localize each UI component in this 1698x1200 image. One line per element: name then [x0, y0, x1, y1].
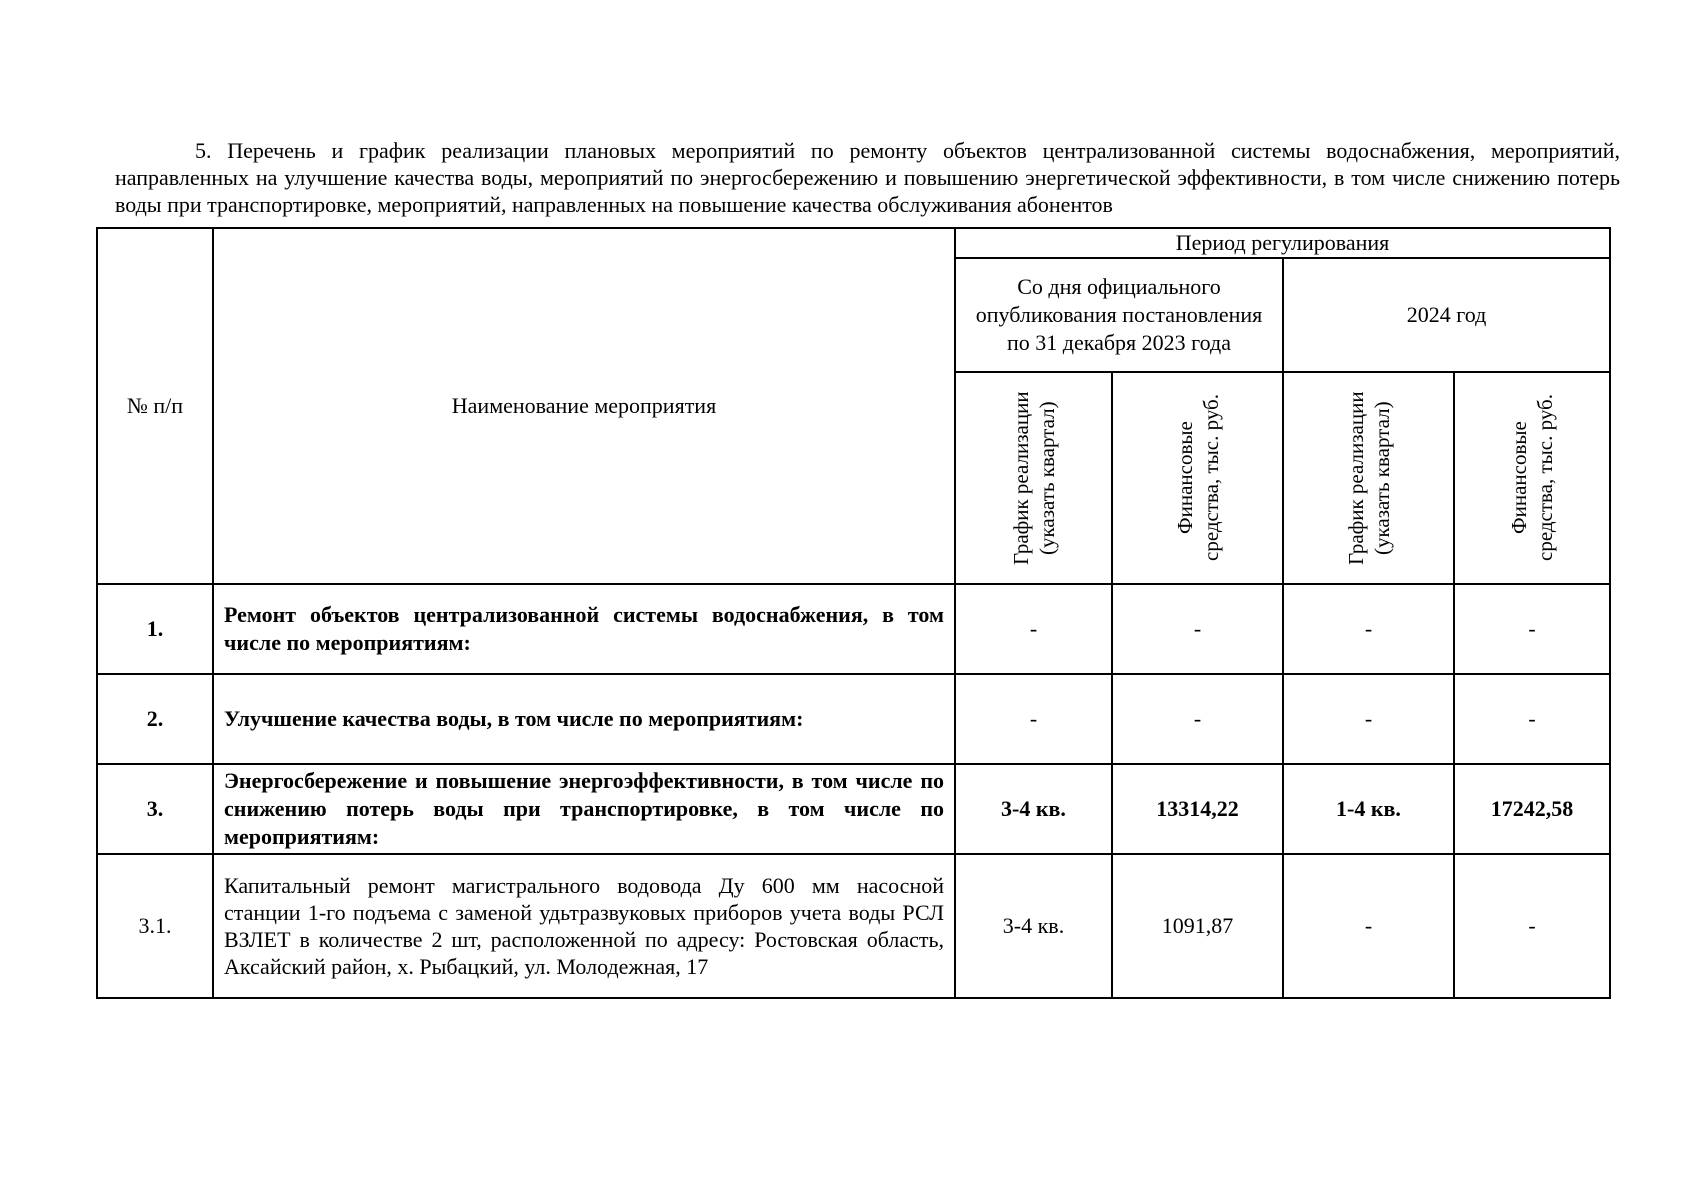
row-name: Улучшение качества воды, в том числе по мероприятиям: — [213, 674, 955, 764]
row-name: Энергосбережение и повышение энергоэффективности, в том числе по снижению потерь воды при транспортировке, в том числе по мероприятиям: — [213, 764, 955, 854]
finance-label-line1: Финансовые — [1172, 421, 1197, 535]
row-schedule-2024: 1-4 кв. — [1283, 764, 1454, 854]
row-number: 2. — [97, 674, 213, 764]
finance-label-line2: средства, тыс. руб. — [1198, 394, 1223, 562]
row-finance-2023: 1091,87 — [1112, 854, 1283, 998]
row-finance-2024: - — [1454, 674, 1610, 764]
row-schedule-2024: - — [1283, 854, 1454, 998]
row-finance-2023: 13314,22 — [1112, 764, 1283, 854]
row-finance-2024: - — [1454, 854, 1610, 998]
row-schedule-2024: - — [1283, 584, 1454, 674]
col-header-schedule-2024 — [1283, 372, 1454, 584]
plan-table — [96, 227, 1611, 999]
row-schedule-2023: - — [955, 674, 1112, 764]
col-header-name: Наименование мероприятия — [213, 228, 955, 584]
row-number: 1. — [97, 584, 213, 674]
header-row-1 — [97, 228, 1610, 258]
col-header-period: Период регулирования — [955, 228, 1610, 258]
row-number: 3.1. — [97, 854, 213, 998]
row-finance-2023: - — [1112, 674, 1283, 764]
col-header-period-2023: Со дня официального опубликования постановления по 31 декабря 2023 года — [955, 258, 1283, 372]
row-schedule-2023: 3-4 кв. — [955, 764, 1112, 854]
finance-label-line1: Финансовые — [1507, 421, 1532, 535]
row-number: 3. — [97, 764, 213, 854]
col-header-finance-2023 — [1112, 372, 1283, 584]
row-schedule-2023: 3-4 кв. — [955, 854, 1112, 998]
finance-label-line2: средства, тыс. руб. — [1533, 394, 1558, 562]
row-name: Капитальный ремонт магистрального водовода Ду 600 мм насосной станции 1-го подъема с заменой удьтразвуковых приборов учета воды РСЛ ВЗЛЕТ в количестве 2 шт, расположенной по адресу: Ростовская область, Аксайский район, х. Рыбацкий, ул. Молодежная, 17 — [213, 854, 955, 998]
row-schedule-2023: - — [955, 584, 1112, 674]
row-finance-2023: - — [1112, 584, 1283, 674]
row-name: Ремонт объектов централизованной системы водоснабжения, в том числе по мероприятиям: — [213, 584, 955, 674]
table-row — [97, 764, 1610, 854]
table-row — [97, 584, 1610, 674]
col-header-num: № п/п — [97, 228, 213, 584]
col-header-period-2024: 2024 год — [1283, 258, 1610, 372]
row-finance-2024: - — [1454, 584, 1610, 674]
col-header-schedule-2023 — [955, 372, 1112, 584]
schedule-label-line2: (указать квартал) — [1034, 401, 1059, 555]
schedule-label-line2: (указать квартал) — [1369, 401, 1394, 555]
section-heading: 5. Перечень и график реализации плановых мероприятий по ремонту объектов централизованной системы водоснабжения, мероприятий, направленных на улучшение качества воды, мероприятий по энергосбережению и повышению энергетической эффективности, в том числе снижению потерь воды при транспортировке, мероприятий, направленных на повышение качества обслуживания абонентов — [115, 138, 1620, 217]
schedule-label-line1: График реализации — [1343, 391, 1368, 565]
table-row — [97, 854, 1610, 998]
col-header-finance-2024 — [1454, 372, 1610, 584]
row-schedule-2024: - — [1283, 674, 1454, 764]
schedule-label-line1: График реализации — [1008, 391, 1033, 565]
table-row — [97, 674, 1610, 764]
row-finance-2024: 17242,58 — [1454, 764, 1610, 854]
